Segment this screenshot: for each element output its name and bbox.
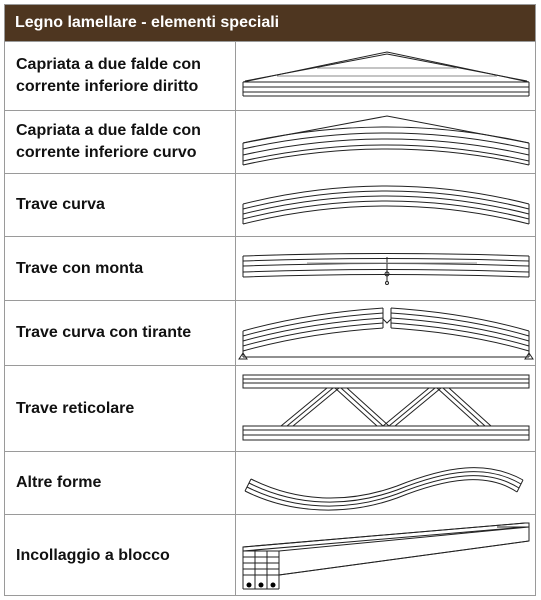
table-row <box>5 451 535 514</box>
table-row <box>5 300 535 365</box>
table-row <box>5 173 535 236</box>
row-label: Trave curva <box>5 174 236 236</box>
table-row <box>5 110 535 173</box>
row-drawing <box>237 174 535 236</box>
table-title: Legno lamellare - elementi speciali <box>5 5 535 41</box>
special-elements-table <box>4 4 536 596</box>
row-label: Altre forme <box>5 452 236 514</box>
row-drawing <box>237 42 535 110</box>
truss-straight-icon <box>237 42 535 111</box>
row-drawing <box>237 452 535 514</box>
row-label: Trave con monta <box>5 237 236 300</box>
lattice-beam-icon <box>237 366 535 452</box>
row-label: Trave reticolare <box>5 366 236 451</box>
other-shapes-icon <box>237 452 535 515</box>
row-drawing <box>237 301 535 365</box>
row-drawing <box>237 366 535 451</box>
row-label: Incollaggio a blocco <box>5 515 236 596</box>
truss-curved-icon <box>237 111 535 174</box>
row-label: Capriata a due falde con corrente inferiore curvo <box>5 111 236 173</box>
curved-beam-tie-icon <box>237 301 535 366</box>
cambered-beam-icon <box>237 237 535 301</box>
row-drawing <box>237 111 535 173</box>
row-drawing <box>237 515 535 596</box>
table-row <box>5 514 535 596</box>
table-row <box>5 365 535 451</box>
row-drawing <box>237 237 535 300</box>
row-label: Capriata a due falde con corrente inferiore diritto <box>5 42 236 110</box>
table-row <box>5 41 535 110</box>
table-row <box>5 236 535 300</box>
curved-beam-icon <box>237 174 535 237</box>
row-label: Trave curva con tirante <box>5 301 236 365</box>
block-gluing-icon <box>237 515 535 597</box>
